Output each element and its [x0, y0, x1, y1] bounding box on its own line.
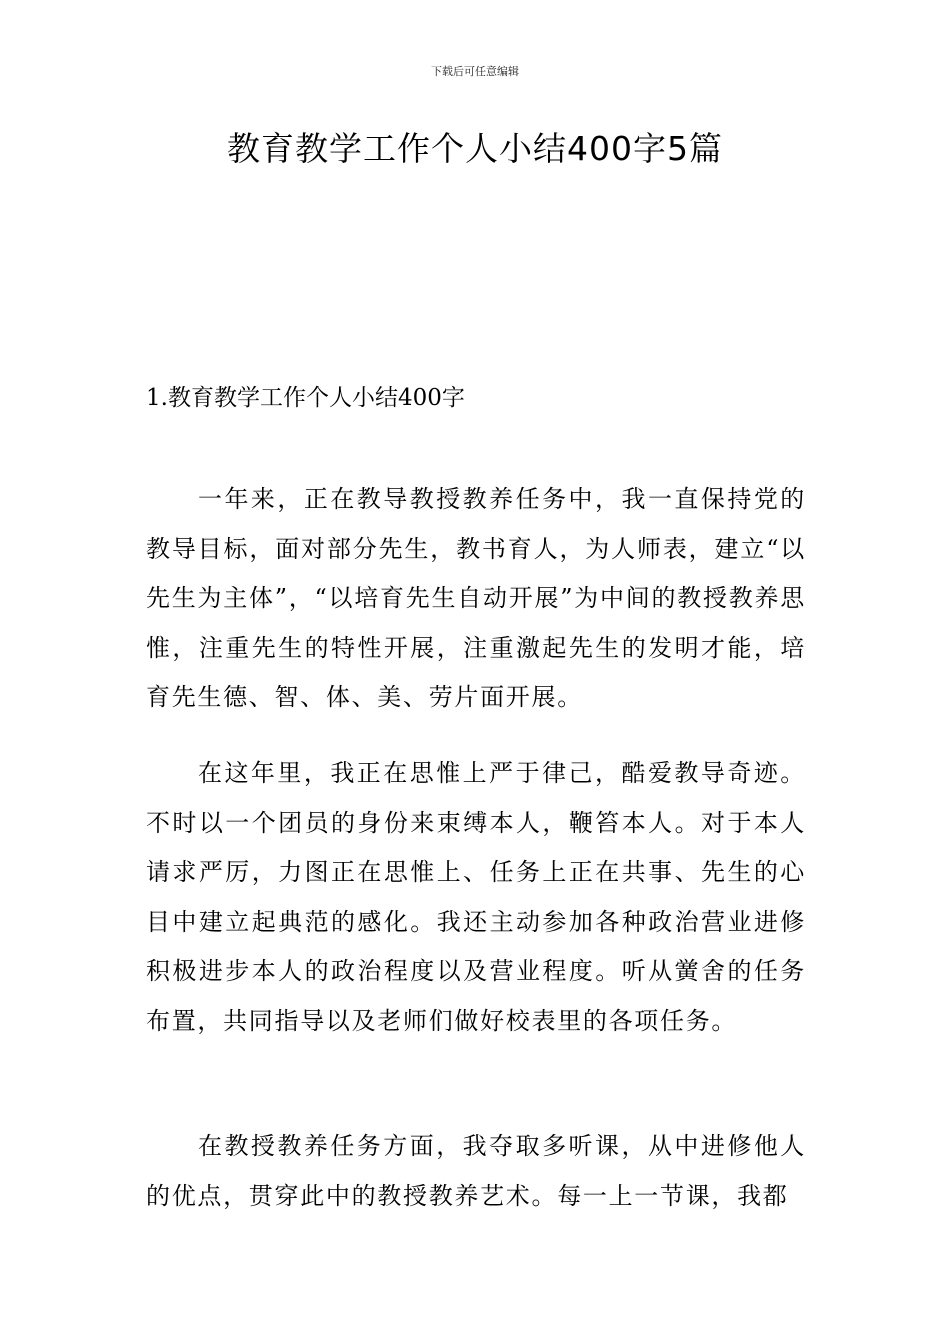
- body-paragraph-2: 在这年里，我正在思惟上严于律己，酷爱教导奇迹。不时以一个团员的身份来束缚本人，鞭笞本人。对于本人请求严厉，力图正在思惟上、任务上正在共事、先生的心目中建立起典范的感化。我还主动参加各种政治营业进修积极进步本人的政治程度以及营业程度。听从黉舍的任务布置，共同指导以及老师们做好校表里的各项任务。: [146, 759, 806, 1035]
- section-heading: 1.教育教学工作个人小结400字: [146, 385, 465, 411]
- body-paragraph-1: 一年来，正在教导教授教养任务中，我一直保持党的教导目标，面对部分先生，教书育人，为人师表，建立“以先生为主体”，“以培育先生自动开展”为中间的教授教养思惟，注重先生的特性开展，注重激起先生的发明才能，培育先生德、智、体、美、劳片面开展。: [146, 485, 806, 711]
- document-title: 教育教学工作个人小结400字5篇: [227, 129, 723, 168]
- header-note: 下载后可任意编辑: [431, 65, 519, 78]
- body-paragraph-3: 在教授教养任务方面，我夺取多听课，从中进修他人的优点，贯穿此中的教授教养艺术。每一上一节课，我都: [146, 1132, 806, 1210]
